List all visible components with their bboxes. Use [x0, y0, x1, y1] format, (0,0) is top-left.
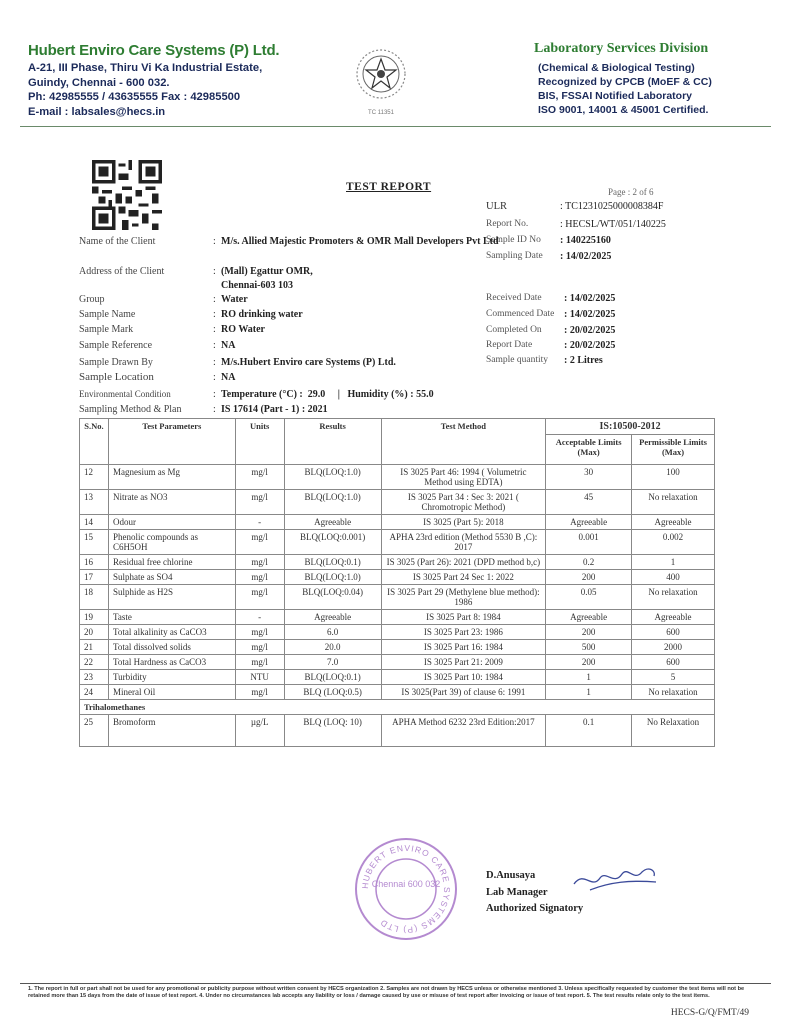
cell-permissible: No relaxation — [632, 585, 715, 610]
sample-reference-label: Sample Reference — [79, 340, 153, 351]
cell-acceptable: 0.2 — [546, 555, 632, 570]
table-row — [80, 530, 715, 555]
cell-acceptable: 200 — [546, 655, 632, 670]
cell-method: IS 3025 (Part 5): 2018 — [381, 515, 546, 530]
sample-id-label: Sample ID No — [486, 235, 541, 245]
cell-units: mg/l — [235, 465, 284, 490]
cell-acceptable: 200 — [546, 570, 632, 585]
client-address-label: Address of the Client — [79, 266, 165, 277]
commenced-date-label: Commenced Date — [486, 309, 555, 319]
client-name-value: M/s. Allied Majestic Promoters & OMR Mall Developers Pvt Ltd — [221, 236, 499, 247]
cell-param: Total dissolved solids — [108, 640, 235, 655]
cell-acceptable: 0.1 — [546, 715, 632, 747]
cell-method: IS 3025 Part 46: 1994 ( Volumetric Method using EDTA) — [381, 465, 546, 490]
signatory-block — [486, 868, 583, 918]
client-address-line: (Mall) Egattur OMR, — [221, 266, 313, 277]
cell-sno: 19 — [80, 610, 109, 625]
table-row — [80, 610, 715, 625]
cell-method: IS 3025 Part 21: 2009 — [381, 655, 546, 670]
logo-code: TC 11351 — [368, 110, 394, 116]
table-row — [80, 655, 715, 670]
cell-units: - — [235, 515, 284, 530]
col-sno: S.No. — [80, 419, 109, 465]
cell-permissible: 100 — [632, 465, 715, 490]
client-address-line: Chennai-603 103 — [221, 280, 293, 291]
sample-mark-value: RO Water — [221, 324, 265, 335]
environment-label: Environmental Condition — [79, 389, 171, 399]
cell-method: IS 3025 Part 8: 1984 — [381, 610, 546, 625]
cell-result: BLQ(LOQ:0.001) — [284, 530, 381, 555]
cell-result: BLQ(LOQ:1.0) — [284, 490, 381, 515]
received-date-value: : 14/02/2025 — [564, 293, 616, 304]
qr-code-icon — [90, 160, 164, 230]
cell-param: Bromoform — [108, 715, 235, 747]
cell-sno: 14 — [80, 515, 109, 530]
signatory-title: Lab Manager — [486, 886, 548, 898]
received-date-label: Received Date — [486, 293, 542, 303]
header-divider — [20, 126, 771, 127]
col-param: Test Parameters — [108, 419, 235, 465]
cell-acceptable: Agreeable — [546, 515, 632, 530]
results-table — [79, 418, 715, 747]
cell-permissible: 0.002 — [632, 530, 715, 555]
cell-acceptable: Agreeable — [546, 610, 632, 625]
email-line: E-mail : labsales@hecs.in — [28, 105, 166, 118]
cell-param: Phenolic compounds as C6H5OH — [108, 530, 235, 555]
cell-result: 7.0 — [284, 655, 381, 670]
cell-sno: 21 — [80, 640, 109, 655]
cell-units: µg/L — [235, 715, 284, 747]
svg-text:HUBERT ENVIRO CARE SYSTEMS (P) — [360, 843, 452, 935]
cell-acceptable: 0.001 — [546, 530, 632, 555]
table-row — [80, 490, 715, 515]
cell-acceptable: 1 — [546, 685, 632, 700]
table-row — [80, 585, 715, 610]
cell-result: BLQ (LOQ:0.5) — [284, 685, 381, 700]
table-row — [80, 515, 715, 530]
report-date-label: Report Date — [486, 340, 533, 350]
cell-units: mg/l — [235, 585, 284, 610]
cell-result: BLQ(LOQ:1.0) — [284, 465, 381, 490]
completed-on-value: : 20/02/2025 — [564, 325, 616, 336]
cell-permissible: 600 — [632, 625, 715, 640]
cell-sno: 18 — [80, 585, 109, 610]
section-row — [80, 700, 715, 715]
stamp-ring-text: HUBERT ENVIRO CARE SYSTEMS (P) LTD — [359, 842, 453, 936]
cell-units: mg/l — [235, 685, 284, 700]
division-line: ISO 9001, 14001 & 45001 Certified. — [538, 104, 709, 116]
cell-units: NTU — [235, 670, 284, 685]
cell-sno: 12 — [80, 465, 109, 490]
cell-param: Nitrate as NO3 — [108, 490, 235, 515]
sample-location-value: NA — [221, 372, 236, 383]
cell-param: Total alkalinity as CaCO3 — [108, 625, 235, 640]
stamp-seal-icon — [352, 835, 460, 943]
cell-sno: 25 — [80, 715, 109, 747]
group-value: Water — [221, 294, 248, 305]
report-no-label: Report No. — [486, 219, 529, 229]
report-dates — [486, 293, 726, 373]
cell-sno: 24 — [80, 685, 109, 700]
group-label: Group — [79, 294, 105, 305]
cell-result: Agreeable — [284, 610, 381, 625]
cell-method: IS 3025 (Part 26): 2021 (DPD method b,c) — [381, 555, 546, 570]
sample-drawn-by-label: Sample Drawn By — [79, 357, 153, 368]
cell-units: mg/l — [235, 570, 284, 585]
table-row — [80, 685, 715, 700]
commenced-date-value: : 14/02/2025 — [564, 309, 616, 320]
sample-quantity-label: Sample quantity — [486, 355, 549, 365]
division-line: (Chemical & Biological Testing) — [538, 62, 695, 74]
phone-line: Ph: 42985555 / 43635555 Fax : 42985500 — [28, 91, 241, 103]
signature-icon — [570, 860, 660, 896]
col-results: Results — [284, 419, 381, 465]
report-date-value: : 20/02/2025 — [564, 340, 616, 351]
table-row — [80, 555, 715, 570]
footer-divider — [20, 983, 771, 984]
cell-result: BLQ(LOQ:0.1) — [284, 555, 381, 570]
cell-method: APHA 23rd edition (Method 5530 B ,C): 2017 — [381, 530, 546, 555]
cell-sno: 15 — [80, 530, 109, 555]
environment-value: Temperature (°C) : 29.0 | Humidity (%) : 55.0 — [221, 389, 434, 400]
address-line: Guindy, Chennai - 600 032. — [28, 76, 170, 89]
report-title: TEST REPORT — [346, 181, 432, 193]
sample-quantity-value: : 2 Litres — [564, 355, 603, 366]
cell-units: mg/l — [235, 555, 284, 570]
cell-acceptable: 30 — [546, 465, 632, 490]
col-permissible: Permissible Limits (Max) — [632, 435, 715, 465]
stamp-center-text: Chennai 600 032 — [371, 879, 441, 889]
cell-units: mg/l — [235, 640, 284, 655]
cell-param: Total Hardness as CaCO3 — [108, 655, 235, 670]
table-header-row — [80, 419, 715, 435]
cell-param: Sulphide as H2S — [108, 585, 235, 610]
report-no-value: : HECSL/WT/051/140225 — [560, 219, 666, 230]
cell-sno: 22 — [80, 655, 109, 670]
cell-acceptable: 0.05 — [546, 585, 632, 610]
cell-method: IS 3025 Part 10: 1984 — [381, 670, 546, 685]
cell-permissible: 5 — [632, 670, 715, 685]
cell-permissible: No relaxation — [632, 685, 715, 700]
completed-on-label: Completed On — [486, 325, 542, 335]
division-line: Recognized by CPCB (MoEF & CC) — [538, 76, 712, 88]
company-name: Hubert Enviro Care Systems (P) Ltd. — [28, 42, 280, 59]
sample-mark-label: Sample Mark — [79, 324, 134, 335]
sampling-date-label: Sampling Date — [486, 251, 543, 261]
cell-method: IS 3025 Part 29 (Methylene blue method): 1986 — [381, 585, 546, 610]
cell-units: - — [235, 610, 284, 625]
page-number: Page : 2 of 6 — [608, 187, 654, 197]
cell-param: Magnesium as Mg — [108, 465, 235, 490]
sampling-date-value: : 14/02/2025 — [560, 251, 612, 262]
cell-units: mg/l — [235, 625, 284, 640]
cell-result: BLQ(LOQ:0.1) — [284, 670, 381, 685]
cell-result: Agreeable — [284, 515, 381, 530]
sample-reference-value: NA — [221, 340, 236, 351]
sample-drawn-by-value: M/s.Hubert Enviro care Systems (P) Ltd. — [221, 357, 396, 368]
cell-result: 6.0 — [284, 625, 381, 640]
sampling-method-value: IS 17614 (Part - 1) : 2021 — [221, 404, 328, 415]
division-line: BIS, FSSAI Notified Laboratory — [538, 90, 693, 102]
form-code: HECS-G/Q/FMT/49 — [670, 1008, 749, 1018]
signatory-name: D.Anusaya — [486, 870, 536, 881]
sample-location-label: Sample Location — [79, 371, 154, 383]
cell-sno: 16 — [80, 555, 109, 570]
cell-permissible: Agreeable — [632, 515, 715, 530]
cell-permissible: 1 — [632, 555, 715, 570]
cell-method: IS 3025 Part 24 Sec 1: 2022 — [381, 570, 546, 585]
ulr-value: : TC1231025000008384F — [560, 201, 664, 212]
ulr-label: ULR — [486, 201, 507, 212]
cell-result: BLQ(LOQ:0.04) — [284, 585, 381, 610]
cell-param: Turbidity — [108, 670, 235, 685]
cell-param: Mineral Oil — [108, 685, 235, 700]
col-method: Test Method — [381, 419, 546, 465]
cell-method: IS 3025 Part 34 : Sec 3: 2021 ( Chromotropic Method) — [381, 490, 546, 515]
cell-method: IS 3025 Part 23: 1986 — [381, 625, 546, 640]
cell-sno: 13 — [80, 490, 109, 515]
footer-note: 1. The report in full or part shall not be used for any promotional or publicity purpose without written consent by HECS organization 2. Samples are not drawn by HECS unless or otherwise mentioned 3. Unless specifically requested by customer the test items will not be retained more than 15 days from the date of issue of test report. 4. Under no circumstances lab accepts any liability or loss / damage caused by use or misuse of test report after invoicing or issue of test report. 5. The test results relate only to the test items. — [28, 986, 745, 1000]
cell-method: APHA Method 6232 23rd Edition:2017 — [381, 715, 546, 747]
sampling-method-label: Sampling Method & Plan — [79, 404, 182, 415]
table-row — [80, 570, 715, 585]
cell-units: mg/l — [235, 490, 284, 515]
cell-units: mg/l — [235, 655, 284, 670]
table-row — [80, 640, 715, 655]
cell-param: Residual free chlorine — [108, 555, 235, 570]
sample-id-value: : 140225160 — [560, 235, 611, 246]
cell-permissible: Agreeable — [632, 610, 715, 625]
cell-result: BLQ (LOQ: 10) — [284, 715, 381, 747]
cell-acceptable: 200 — [546, 625, 632, 640]
cell-permissible: No Relaxation — [632, 715, 715, 747]
cell-param: Sulphate as SO4 — [108, 570, 235, 585]
sample-fields: Group : Water Sample Name : RO drinking water Sample Mark : RO Water Sample Reference : NA Sample Drawn By : M/s.Hubert Enviro care Systems (P) Ltd. Sample Location : NA Environmental Condition : Temperature (°C) : 29.0 | Humidity (%) : 55.0 Sampling Method & Plan : IS 17614 (Part - 1) : 2021 — [79, 293, 499, 418]
col-units: Units — [235, 419, 284, 465]
division-info — [538, 61, 712, 117]
company-address — [28, 61, 262, 119]
client-block: Name of the Client : M/s. Allied Majestic Promoters & OMR Mall Developers Pvt Ltd Address of the Client : (Mall) Egattur OMR, Chennai-603 103 — [79, 235, 479, 295]
section-label: Trihalomethanes — [80, 700, 715, 715]
cell-method: IS 3025 Part 16: 1984 — [381, 640, 546, 655]
cell-permissible: 2000 — [632, 640, 715, 655]
col-acceptable: Acceptable Limits (Max) — [546, 435, 632, 465]
sample-name-value: RO drinking water — [221, 309, 303, 320]
cell-sno: 17 — [80, 570, 109, 585]
cell-param: Taste — [108, 610, 235, 625]
table-row — [80, 715, 715, 747]
cell-acceptable: 500 — [546, 640, 632, 655]
cell-permissible: 400 — [632, 570, 715, 585]
cell-sno: 23 — [80, 670, 109, 685]
cell-sno: 20 — [80, 625, 109, 640]
cell-result: BLQ(LOQ:1.0) — [284, 570, 381, 585]
cell-permissible: 600 — [632, 655, 715, 670]
table-row — [80, 625, 715, 640]
client-name-label: Name of the Client — [79, 236, 156, 247]
cell-acceptable: 1 — [546, 670, 632, 685]
cell-method: IS 3025(Part 39) of clause 6: 1991 — [381, 685, 546, 700]
table-row — [80, 465, 715, 490]
cell-units: mg/l — [235, 530, 284, 555]
table-row — [80, 670, 715, 685]
address-line: A-21, III Phase, Thiru Vi Ka Industrial Estate, — [28, 62, 263, 74]
signatory-role: Authorized Signatory — [486, 903, 584, 914]
col-standard: IS:10500-2012 — [546, 419, 715, 435]
cell-permissible: No relaxation — [632, 490, 715, 515]
sample-name-label: Sample Name — [79, 309, 136, 320]
division-title: Laboratory Services Division — [534, 41, 709, 56]
cell-param: Odour — [108, 515, 235, 530]
report-identifiers — [486, 201, 726, 261]
cell-acceptable: 45 — [546, 490, 632, 515]
cell-result: 20.0 — [284, 640, 381, 655]
nabl-logo-icon — [352, 44, 410, 118]
